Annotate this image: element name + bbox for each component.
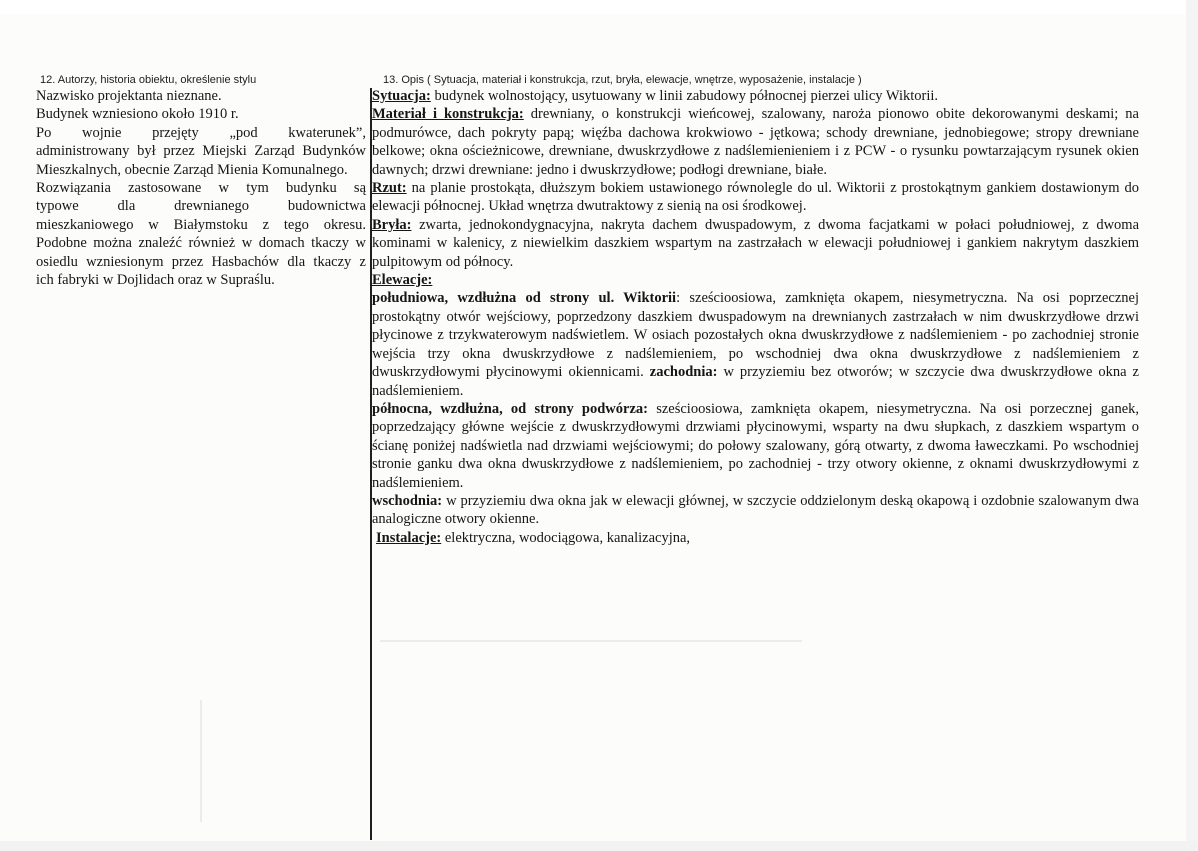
history-line: mieszkaniowego w Białymstoku z tego okresu. [36,216,366,233]
zachodnia-text: w przyziemiu bez otworów; w szczycie dwa dwuskrzydłowe okna z nadślemieniem. [372,364,1139,399]
poludniowa-label: południowa, wzdłużna od strony ul. Wiktorii [372,290,677,307]
scan-edge-top [0,0,1198,14]
zachodnia-label: zachodnia: [649,364,718,381]
history-line: Rozwiązania zastosowane w tym budynku są [36,180,366,197]
section-12-header: 12. Autorzy, historia obiektu, określenie stylu [40,74,257,86]
polnocna-label: północna, wzdłużna, od strony podwórza: [372,400,648,417]
poludniowa-text: : sześcioosiowa, zamknięta okapem, niesymetryczna. Na osi poprzecznej prostokątny otwór wejściowy, poprzedzony daszkiem dwuspadowym na drewnianych zastrzałach w nim dwuskrzydłowe drzwi płycinowe z trzykwaterowym nadświetlem. W osiach pozostałych okna dwuskrzydłowe z nadślemieniem - po zachodniej stronie wejścia trzy okna dwuskrzydłowe z nadślemieniem, po wschodniej dwa okna dwuskrzydłowe z nadślemieniem z dwuskrzydłowymi płycinowymi okiennicami. [372,290,1139,381]
show-through-line [380,640,802,642]
description-column [372,87,1139,547]
history-line: administrowany był przez Miejski Zarząd Budynków [36,143,366,160]
elewacje-label: Elewacje: [372,272,433,289]
scan-edge-bottom [0,841,1198,851]
history-line: Mieszkalnych, obecnie Zarząd Mienia Komunalnego. [36,161,348,178]
elewacja-wschodnia-paragraph [372,492,1139,529]
rzut-label: Rzut: [372,180,407,197]
instalacje-label: Instalacje: [376,529,442,546]
material-label: Materiał i konstrukcja: [372,106,524,123]
section-13-header: 13. Opis ( Sytuacja, materiał i konstrukcja, rzut, bryła, elewacje, wnętrze, wyposażenie, instalacje ) [383,74,862,86]
history-line: Po wojnie przejęty „pod kwaterunek”, [36,124,366,141]
sytuacja-paragraph [372,87,1139,105]
show-through-line [200,700,202,822]
bryla-paragraph [372,216,1139,271]
scan-edge-right [1186,0,1198,851]
rzut-text: na planie prostokąta, dłuższym bokiem ustawionego równolegle do ul. Wiktorii z prostokątnym gankiem dostawionym do elewacji północnej. Układ wnętrza dwutraktowy z sienią na osi środkowej. [372,180,1139,215]
elewacja-polnocna-paragraph [372,400,1139,492]
material-paragraph [372,105,1139,179]
history-line: Podobne można znaleźć również w domach tkaczy w [36,235,366,252]
history-line: Nazwisko projektanta nieznane. [36,88,222,104]
bryla-label: Bryła: [372,216,412,233]
sytuacja-text: budynek wolnostojący, usytuowany w linii zabudowy północnej pierzei ulicy Wiktorii. [430,88,939,104]
history-column [36,87,366,289]
history-line: osiedlu wzniesionym przez Hasbachów dla tkaczy z [36,253,366,270]
elewacje-heading [372,271,1139,289]
material-text: drewniany, o konstrukcji wieńcowej, szalowany, naroża pionowo obite dekorowanymi deskami; na podmurówce, dach pokryty papą; więźba dachowa krokwiowo - jętkowa; schody drewniane, jednobiegowe; stropy drewniane belkowe; okna ościeżnicowe, drewniane, dwuskrzydłowe z nadślemienieniem i z PCW - o rysunku powtarzającym rysunek okien dawnych; drzwi drewniane: jedno i dwuskrzydłowe; podłogi drewniane, białe. [372,106,1139,178]
history-line: typowe dla drewnianego budownictwa [36,198,366,215]
wschodnia-text: w przyziemiu dwa okna jak w elewacji głównej, w szczycie oddzielonym deską okapową i ozdobnie szalowanym dwa analogiczne otwory okienne. [372,492,1139,528]
wschodnia-label: wschodnia: [372,492,443,509]
history-line: ich fabryki w Dojlidach oraz w Supraślu. [36,272,275,289]
instalacje-text: elektryczna, wodociągowa, kanalizacyjna, [441,529,691,546]
bryla-text: zwarta, jednokondygnacyjna, nakryta dachem dwuspadowym, z dwoma facjatkami w połaci południowej, z dwoma kominami w kalenicy, z niewielkim daszkiem wspartym na zastrzałach w elewacji południowej i gankiem nakrytym daszkiem pulpitowym od północy. [372,216,1139,270]
instalacje-paragraph [372,529,1139,547]
rzut-paragraph [372,179,1139,216]
polnocna-text: sześcioosiowa, zamknięta okapem, niesymetryczna. Na osi porzecznej ganek, poprzedzający główne wejście z dwuskrzydłowymi drzwiami płycinowymi, wsparty na dwu słupkach, z daszkiem wspartym o ścianę poniżej nadświetla nad drzwiami wejściowymi; do połowy szalowany, górą otwarty, z dwoma ławeczkami. Po wschodniej stronie ganku dwa okna dwuskrzydłowe z nadślemieniem, po zachodniej - trzy otwory okienne, z oknami dwuskrzydłowymi z nadślemieniem. [372,400,1140,491]
history-line: Budynek wzniesiono około 1910 r. [36,106,239,123]
elewacja-poludniowa-paragraph [372,289,1139,399]
sytuacja-label: Sytuacja: [372,88,431,104]
